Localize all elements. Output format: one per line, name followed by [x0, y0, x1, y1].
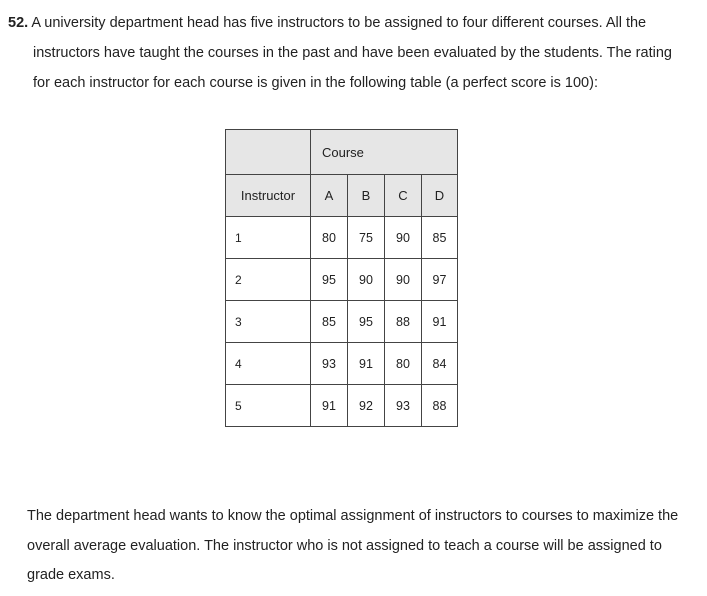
rating-cell: 85 [422, 217, 458, 259]
instructor-label: 4 [226, 343, 311, 385]
table-corner-cell [226, 130, 311, 175]
rating-cell: 91 [348, 343, 385, 385]
rating-cell: 88 [385, 301, 422, 343]
problem-number: 52. [8, 15, 29, 31]
rating-cell: 90 [385, 217, 422, 259]
ratings-table [225, 129, 458, 427]
rating-cell: 95 [348, 301, 385, 343]
course-header-b: B [348, 175, 385, 217]
problem-text-line-2: instructors have taught the courses in the past and have been evaluated by the students. The rating [33, 45, 672, 61]
followup-line-3: grade exams. [27, 567, 115, 583]
rating-cell: 84 [422, 343, 458, 385]
rating-cell: 80 [385, 343, 422, 385]
followup-line-1: The department head wants to know the optimal assignment of instructors to courses to maximize the [27, 508, 679, 524]
table-row [226, 385, 458, 427]
instructor-label: 2 [226, 259, 311, 301]
course-header-d: D [422, 175, 458, 217]
problem-text-line-3: for each instructor for each course is given in the following table (a perfect score is 100): [33, 75, 598, 91]
rating-cell: 85 [311, 301, 348, 343]
problem-text-line-1: A university department head has five instructors to be assigned to four different courses. All the [31, 15, 647, 31]
rating-cell: 97 [422, 259, 458, 301]
table-row [226, 301, 458, 343]
rating-cell: 91 [311, 385, 348, 427]
followup-line-2: overall average evaluation. The instructor who is not assigned to teach a course will be assigned to [27, 537, 662, 554]
followup-paragraph [27, 502, 699, 591]
rating-cell: 90 [348, 259, 385, 301]
rating-cell: 80 [311, 217, 348, 259]
rating-cell: 88 [422, 385, 458, 427]
rating-cell: 92 [348, 385, 385, 427]
instructor-header: Instructor [226, 175, 311, 217]
table-row [226, 343, 458, 385]
table-header-row-columns [226, 175, 458, 217]
table-row [226, 259, 458, 301]
rating-cell: 95 [311, 259, 348, 301]
instructor-label: 5 [226, 385, 311, 427]
table-row [226, 217, 458, 259]
instructor-label: 3 [226, 301, 311, 343]
course-header-c: C [385, 175, 422, 217]
rating-cell: 91 [422, 301, 458, 343]
rating-cell: 75 [348, 217, 385, 259]
rating-cell: 93 [385, 385, 422, 427]
rating-cell: 90 [385, 259, 422, 301]
problem-statement [8, 8, 698, 98]
rating-cell: 93 [311, 343, 348, 385]
course-header: Course [311, 130, 458, 175]
problem-line-1 [8, 8, 698, 38]
course-header-a: A [311, 175, 348, 217]
table-header-row-course [226, 130, 458, 175]
instructor-label: 1 [226, 217, 311, 259]
